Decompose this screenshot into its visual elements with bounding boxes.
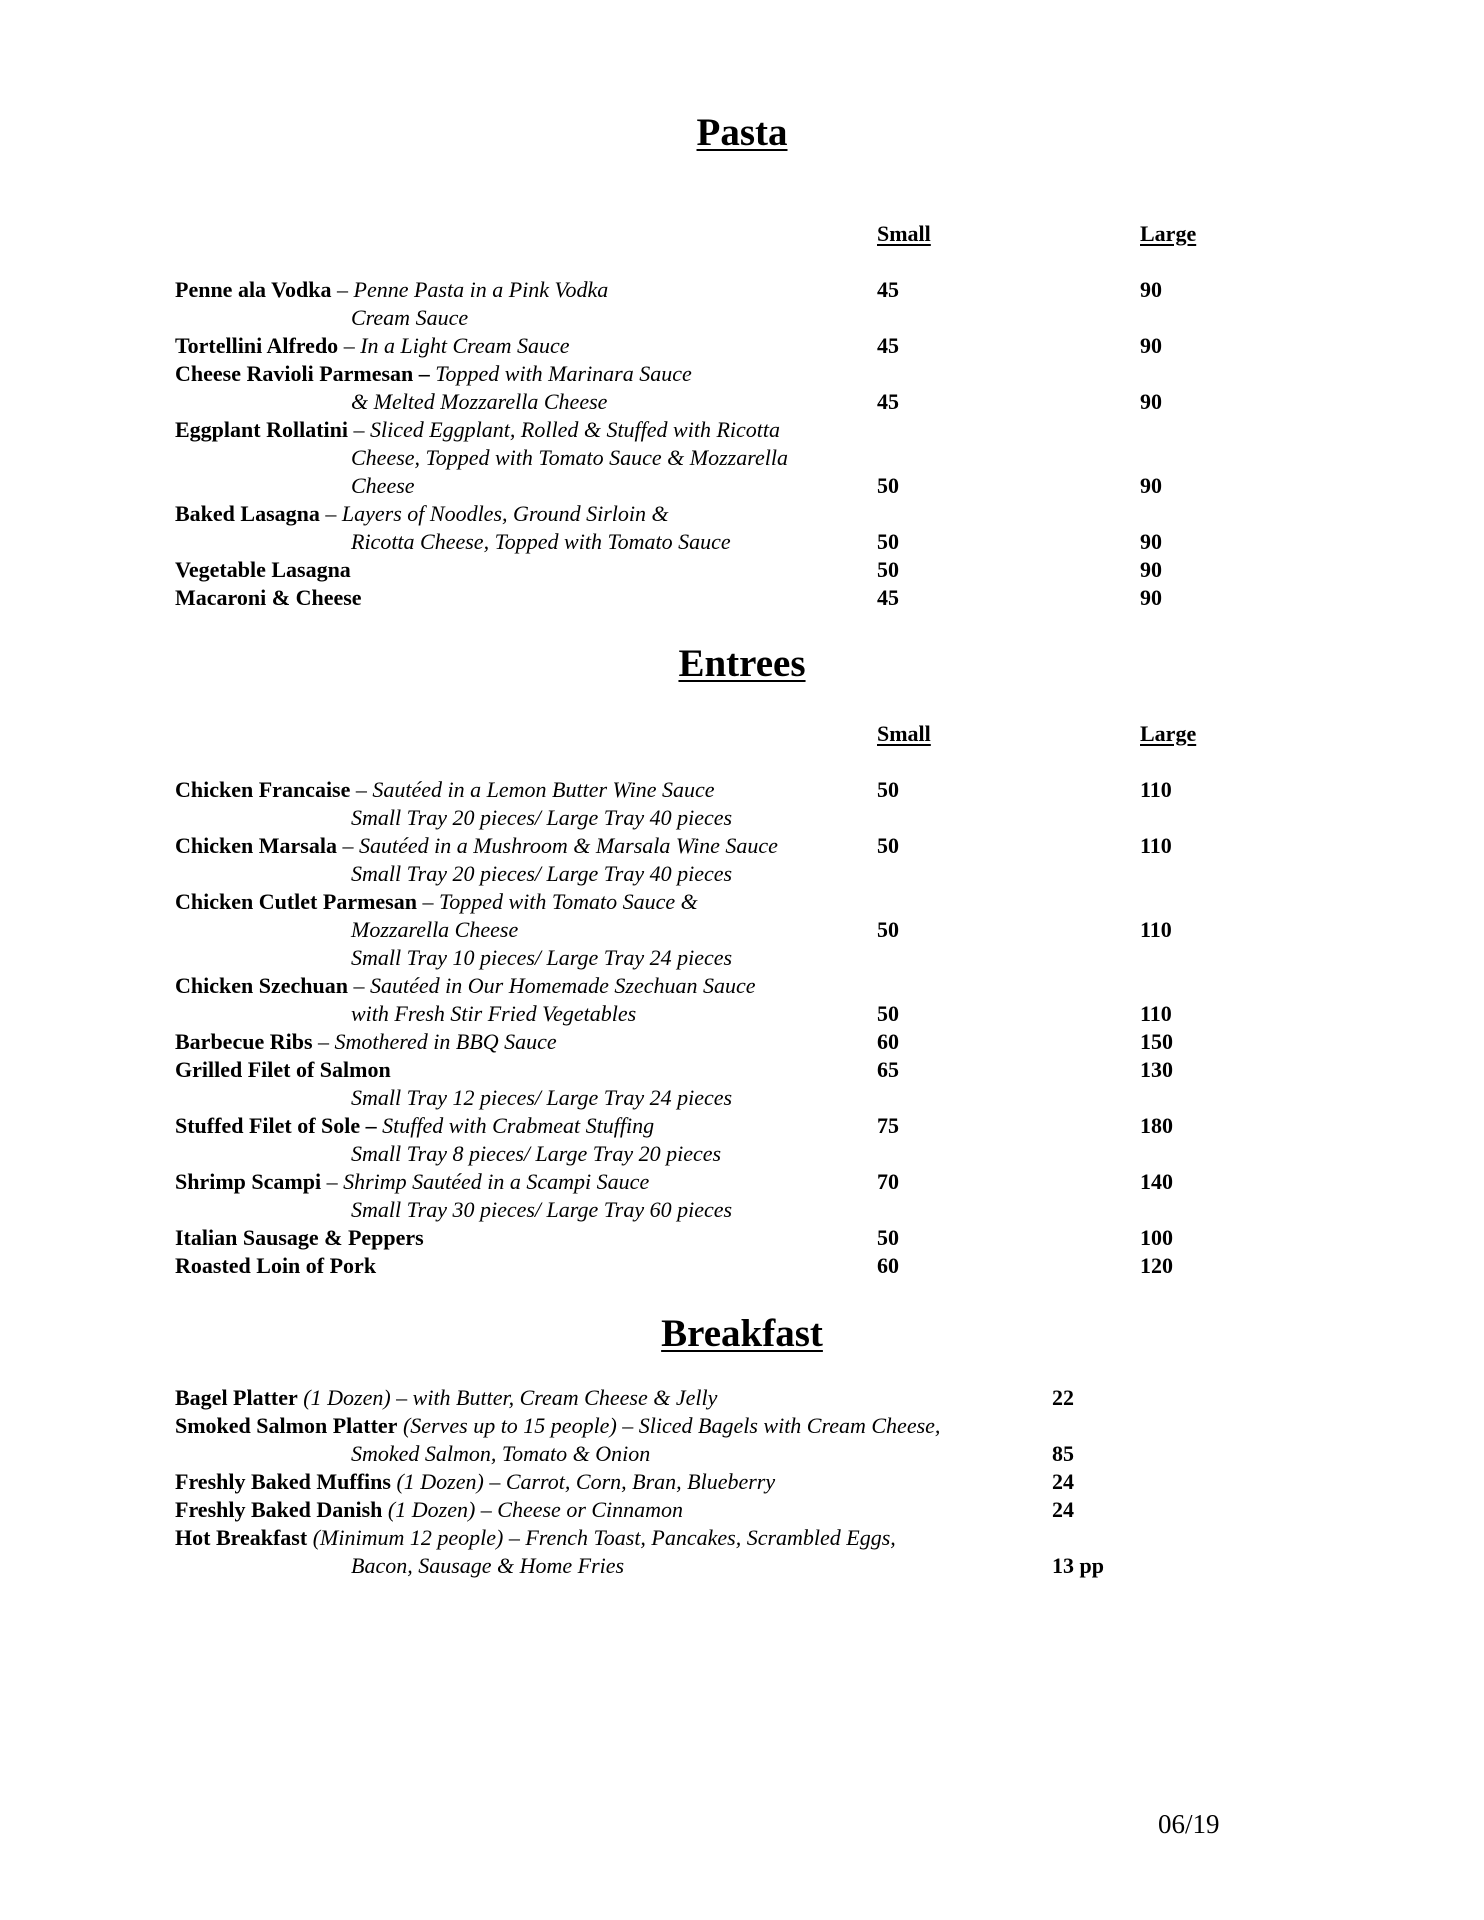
item-description: & Melted Mozzarella Cheese	[351, 389, 608, 414]
tray-info: Small Tray 30 pieces/ Large Tray 60 pieces	[351, 1197, 733, 1222]
entrees-small-header: Small	[877, 721, 931, 746]
menu-item-continuation	[0, 1552, 1484, 1580]
item-description: Cheese	[351, 473, 415, 498]
item-name: Freshly Baked Danish (1 Dozen) – Cheese or Cinnamon	[175, 1497, 684, 1522]
item-name: Cheese Ravioli Parmesan – Topped with Marinara Sauce	[175, 361, 692, 386]
menu-item-continuation	[0, 388, 1484, 416]
pasta-small-header: Small	[877, 221, 931, 246]
menu-item	[0, 832, 1484, 860]
small-price: 75	[877, 1113, 899, 1138]
revision-date: 06/19	[1158, 1809, 1220, 1839]
item-name: Stuffed Filet of Sole – Stuffed with Crabmeat Stuffing	[175, 1113, 655, 1138]
item-name: Freshly Baked Muffins (1 Dozen) – Carrot, Corn, Bran, Blueberry	[175, 1469, 776, 1494]
menu-item	[0, 1028, 1484, 1056]
small-price: 60	[877, 1029, 899, 1054]
tray-info: Small Tray 12 pieces/ Large Tray 24 pieces	[351, 1085, 733, 1110]
large-price: 90	[1140, 473, 1162, 498]
price: 13 pp	[1052, 1553, 1104, 1578]
item-description: – Sautéed in a Mushroom & Marsala Wine Sauce	[336, 833, 778, 858]
item-name: Hot Breakfast (Minimum 12 people) – French Toast, Pancakes, Scrambled Eggs,	[175, 1525, 896, 1550]
menu-item	[0, 500, 1484, 528]
item-name: Vegetable Lasagna	[175, 557, 351, 582]
menu-item-continuation	[0, 916, 1484, 944]
item-description: – In a Light Cream Sauce	[338, 333, 570, 358]
item-name: Eggplant Rollatini – Sliced Eggplant, Rolled & Stuffed with Ricotta	[175, 417, 780, 442]
menu-item-continuation	[0, 444, 1484, 472]
menu-item	[0, 1056, 1484, 1084]
large-price: 100	[1140, 1225, 1173, 1250]
large-price: 120	[1140, 1253, 1173, 1278]
small-price: 50	[877, 777, 899, 802]
item-name: Chicken Marsala – Sautéed in a Mushroom & Marsala Wine Sauce	[175, 833, 778, 858]
large-price: 90	[1140, 389, 1162, 414]
item-name: Roasted Loin of Pork	[175, 1253, 377, 1278]
large-price: 110	[1140, 917, 1172, 942]
small-price: 50	[877, 917, 899, 942]
item-name: Smoked Salmon Platter (Serves up to 15 people) – Sliced Bagels with Cream Cheese,	[175, 1413, 941, 1438]
large-price: 90	[1140, 529, 1162, 554]
price: 85	[1052, 1441, 1074, 1466]
large-price: 90	[1140, 333, 1162, 358]
small-price: 45	[877, 333, 899, 358]
menu-item	[0, 1384, 1484, 1412]
tray-info: Small Tray 20 pieces/ Large Tray 40 pieces	[351, 805, 733, 830]
large-price: 110	[1140, 777, 1172, 802]
menu-item	[0, 556, 1484, 584]
small-price: 45	[877, 277, 899, 302]
small-price: 45	[877, 585, 899, 610]
tray-info: Small Tray 8 pieces/ Large Tray 20 pieces	[351, 1141, 722, 1166]
menu-item	[0, 584, 1484, 612]
small-price: 50	[877, 833, 899, 858]
small-price: 50	[877, 557, 899, 582]
small-price: 50	[877, 1225, 899, 1250]
item-description: – Penne Pasta in a Pink Vodka	[331, 277, 609, 302]
small-price: 60	[877, 1253, 899, 1278]
menu-item	[0, 1524, 1484, 1552]
price: 22	[1052, 1385, 1074, 1410]
large-price: 140	[1140, 1169, 1173, 1194]
item-description: Stuffed with Crabmeat Stuffing	[376, 1113, 655, 1138]
item-description: Mozzarella Cheese	[351, 917, 519, 942]
menu-item-continuation	[0, 1196, 1484, 1224]
menu-item-continuation	[0, 1140, 1484, 1168]
menu-item-continuation	[0, 304, 1484, 332]
menu-item-continuation	[0, 472, 1484, 500]
menu-item	[0, 416, 1484, 444]
item-description: (Minimum 12 people) – French Toast, Pancakes, Scrambled Eggs,	[307, 1525, 896, 1550]
item-name: Bagel Platter (1 Dozen) – with Butter, Cream Cheese & Jelly	[175, 1385, 718, 1410]
item-description: – Smothered in BBQ Sauce	[312, 1029, 557, 1054]
item-description: (1 Dozen) – with Butter, Cream Cheese & Jelly	[297, 1385, 718, 1410]
small-price: 50	[877, 529, 899, 554]
menu-item-continuation	[0, 944, 1484, 972]
menu-item-continuation	[0, 1440, 1484, 1468]
tray-info: Small Tray 20 pieces/ Large Tray 40 pieces	[351, 861, 733, 886]
tray-info: Small Tray 10 pieces/ Large Tray 24 pieces	[351, 945, 733, 970]
menu-item	[0, 1112, 1484, 1140]
item-name: Macaroni & Cheese	[175, 585, 362, 610]
item-name: Baked Lasagna – Layers of Noodles, Ground Sirloin &	[175, 501, 669, 526]
item-name: Grilled Filet of Salmon	[175, 1057, 391, 1082]
menu-item	[0, 1168, 1484, 1196]
price: 24	[1052, 1497, 1074, 1522]
small-price: 65	[877, 1057, 899, 1082]
item-description: – Topped with Tomato Sauce &	[416, 889, 698, 914]
large-price: 150	[1140, 1029, 1173, 1054]
large-price: 110	[1140, 1001, 1172, 1026]
item-name: Barbecue Ribs – Smothered in BBQ Sauce	[175, 1029, 557, 1054]
menu-item-continuation	[0, 860, 1484, 888]
menu-item	[0, 360, 1484, 388]
small-price: 50	[877, 1001, 899, 1026]
item-description: (Serves up to 15 people) – Sliced Bagels with Cream Cheese,	[397, 1413, 941, 1438]
item-description: Bacon, Sausage & Home Fries	[351, 1553, 625, 1578]
small-price: 50	[877, 473, 899, 498]
small-price: 45	[877, 389, 899, 414]
menu-item	[0, 1412, 1484, 1440]
menu-item	[0, 276, 1484, 304]
item-description: Cream Sauce	[351, 305, 469, 330]
item-description: Smoked Salmon, Tomato & Onion	[351, 1441, 651, 1466]
large-price: 90	[1140, 277, 1162, 302]
item-description: with Fresh Stir Fried Vegetables	[351, 1001, 637, 1026]
large-price: 90	[1140, 585, 1162, 610]
item-description: Ricotta Cheese, Topped with Tomato Sauce	[351, 529, 731, 554]
item-description: – Shrimp Sautéed in a Scampi Sauce	[321, 1169, 650, 1194]
item-description: – Sautéed in a Lemon Butter Wine Sauce	[350, 777, 715, 802]
breakfast-title: Breakfast	[661, 1312, 823, 1355]
menu-item	[0, 776, 1484, 804]
small-price: 70	[877, 1169, 899, 1194]
item-name: Italian Sausage & Peppers	[175, 1225, 424, 1250]
item-description: (1 Dozen) – Carrot, Corn, Bran, Blueberry	[390, 1469, 776, 1494]
menu-item-continuation	[0, 528, 1484, 556]
item-name: Shrimp Scampi – Shrimp Sautéed in a Scampi Sauce	[175, 1169, 650, 1194]
pasta-large-header: Large	[1140, 221, 1197, 246]
large-price: 110	[1140, 833, 1172, 858]
entrees-large-header: Large	[1140, 721, 1197, 746]
menu-item-continuation	[0, 804, 1484, 832]
large-price: 180	[1140, 1113, 1173, 1138]
item-name: Penne ala Vodka – Penne Pasta in a Pink Vodka	[175, 277, 609, 302]
menu-item	[0, 972, 1484, 1000]
item-name: Chicken Szechuan – Sautéed in Our Homemade Szechuan Sauce	[175, 973, 756, 998]
item-description: – Sliced Eggplant, Rolled & Stuffed with Ricotta	[347, 417, 780, 442]
item-name: Chicken Francaise – Sautéed in a Lemon Butter Wine Sauce	[175, 777, 715, 802]
menu-item	[0, 1252, 1484, 1280]
price: 24	[1052, 1469, 1074, 1494]
item-description: Cheese, Topped with Tomato Sauce & Mozzarella	[351, 445, 788, 470]
item-name: Chicken Cutlet Parmesan – Topped with Tomato Sauce &	[175, 889, 698, 914]
large-price: 130	[1140, 1057, 1173, 1082]
menu-item-continuation	[0, 1000, 1484, 1028]
menu-item	[0, 1496, 1484, 1524]
menu-item-continuation	[0, 1084, 1484, 1112]
menu-item	[0, 1468, 1484, 1496]
item-description: (1 Dozen) – Cheese or Cinnamon	[382, 1497, 684, 1522]
entrees-title: Entrees	[678, 642, 806, 685]
menu-item	[0, 1224, 1484, 1252]
item-description: Topped with Marinara Sauce	[429, 361, 692, 386]
menu-item	[0, 888, 1484, 916]
item-name: Tortellini Alfredo – In a Light Cream Sauce	[175, 333, 570, 358]
item-description: – Sautéed in Our Homemade Szechuan Sauce	[347, 973, 756, 998]
menu-item	[0, 332, 1484, 360]
pasta-title: Pasta	[696, 111, 788, 154]
large-price: 90	[1140, 557, 1162, 582]
item-description: – Layers of Noodles, Ground Sirloin &	[319, 501, 669, 526]
